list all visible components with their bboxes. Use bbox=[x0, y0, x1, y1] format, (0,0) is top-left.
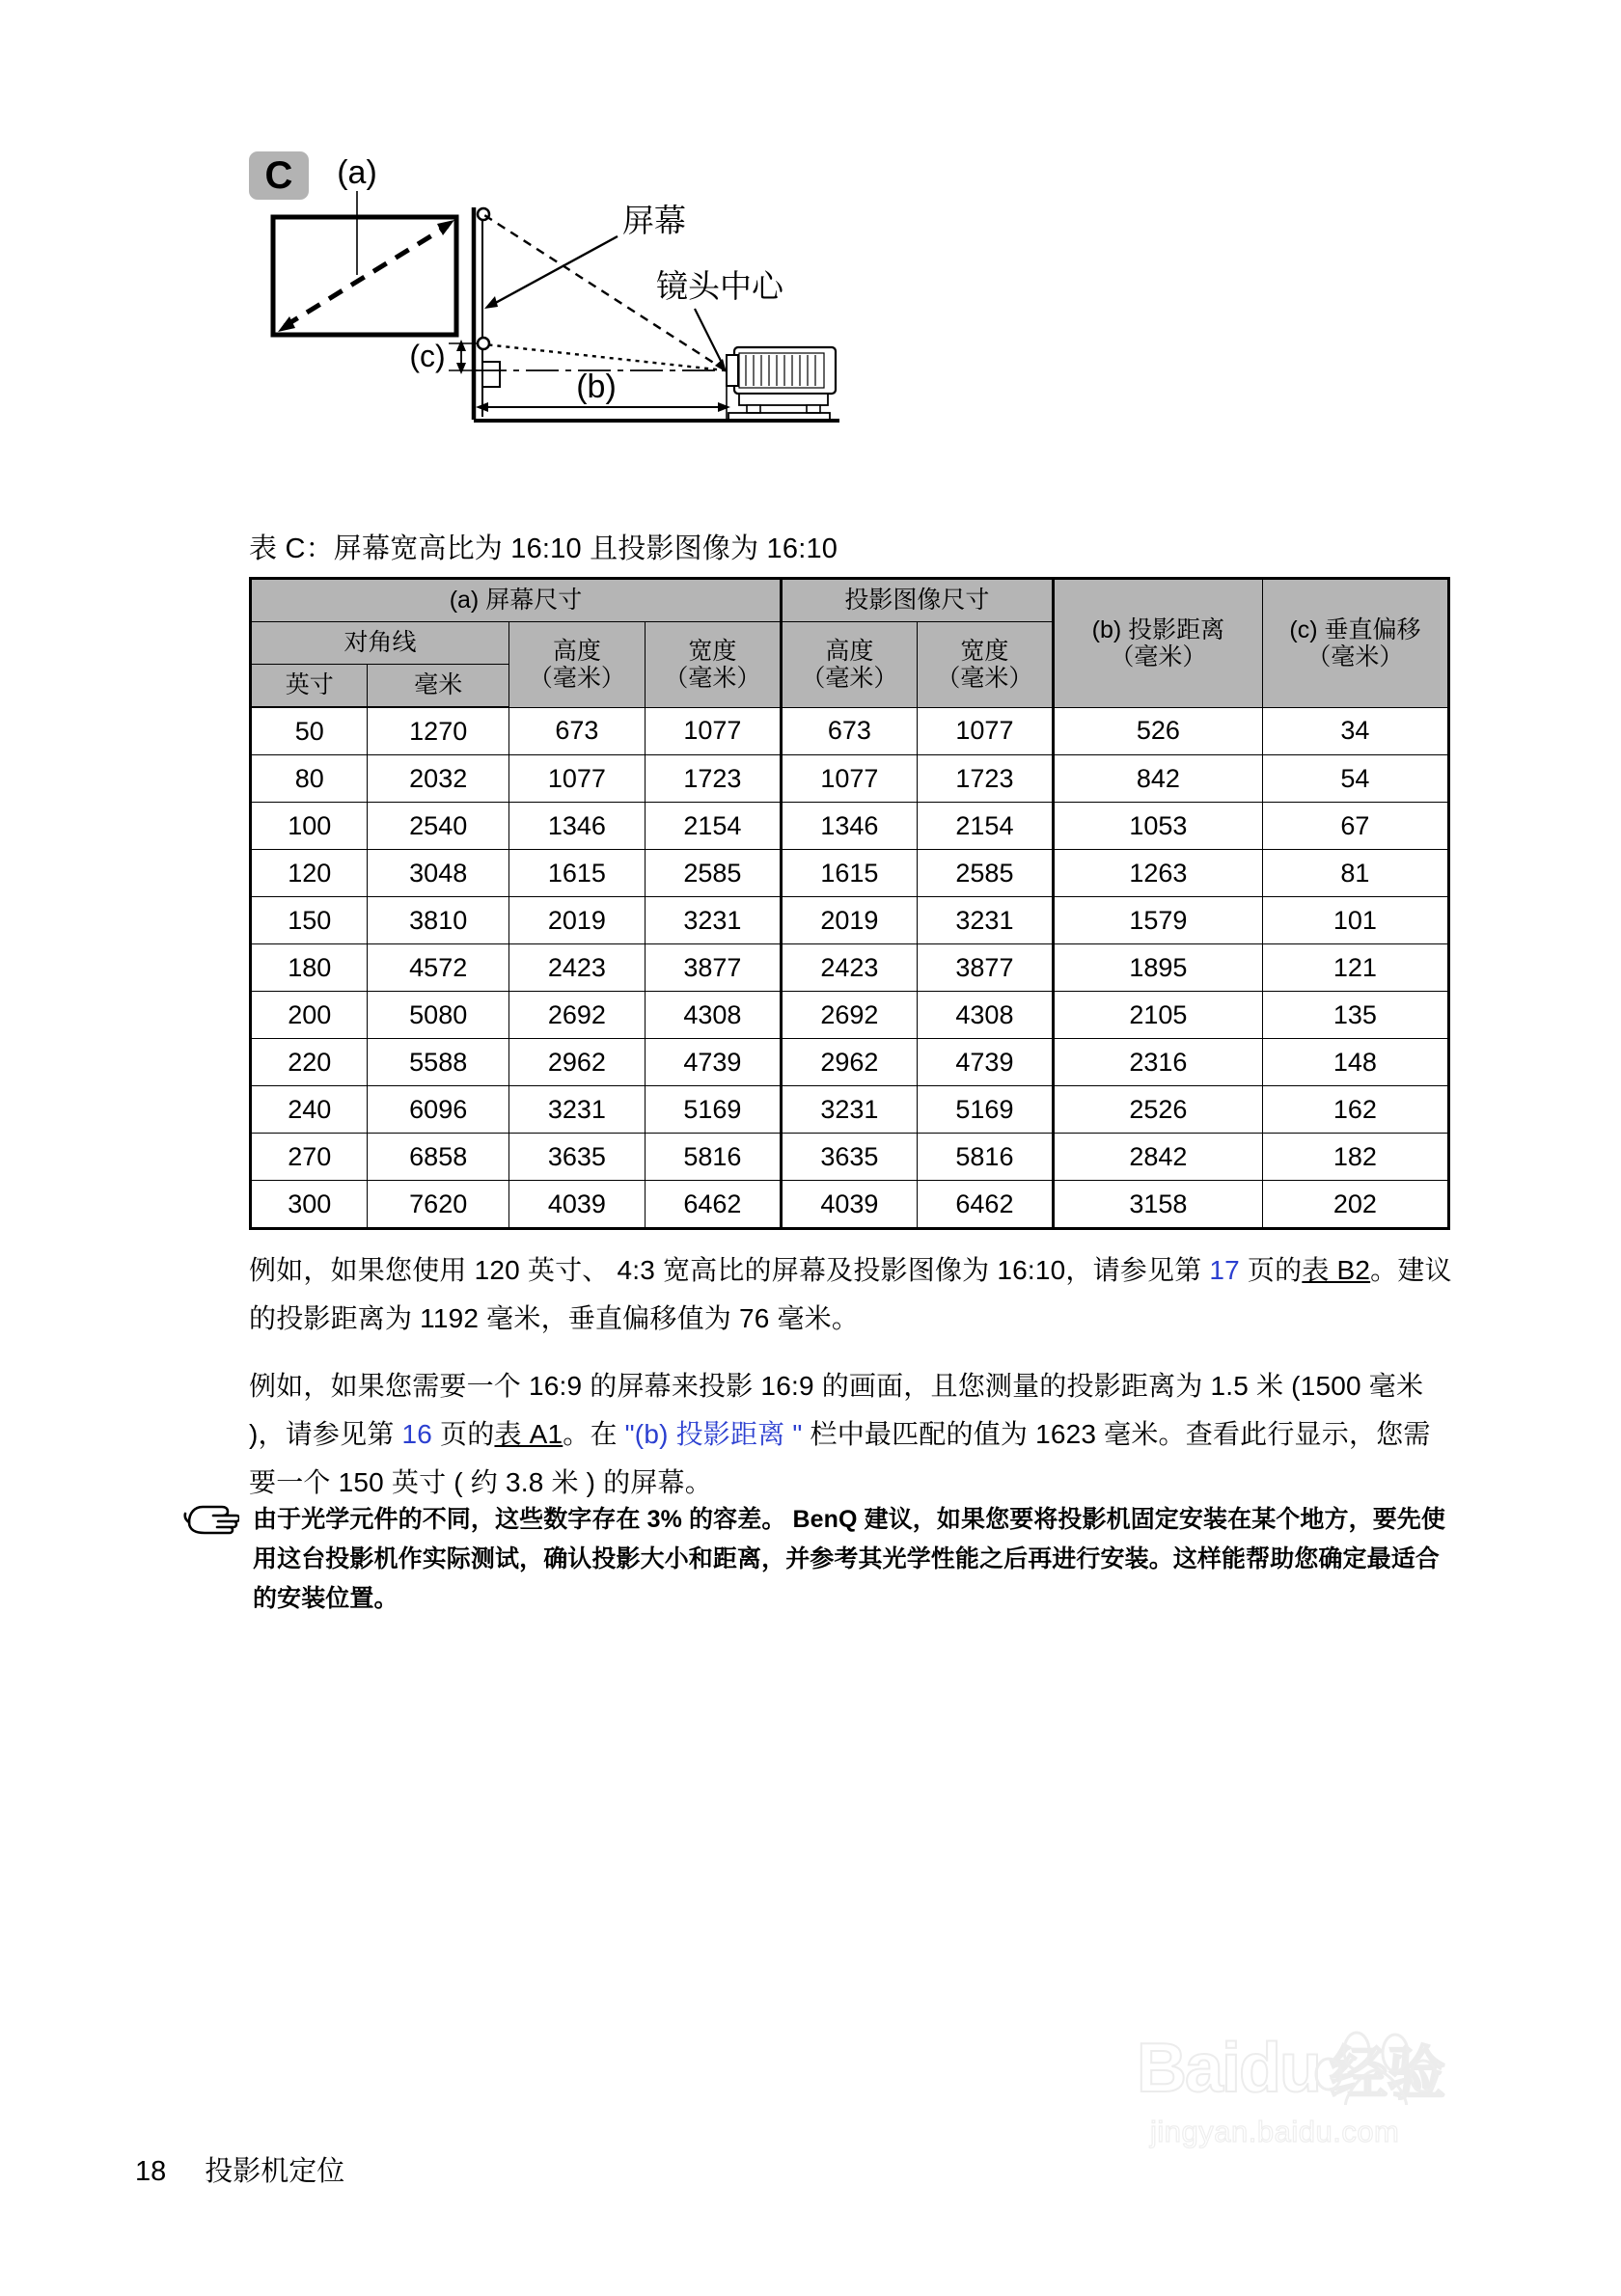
dimension-c bbox=[409, 339, 478, 374]
table-cell: 5169 bbox=[645, 1086, 781, 1134]
table-cell: 1077 bbox=[781, 755, 917, 803]
table-cell: 6096 bbox=[368, 1086, 508, 1134]
header-screen-size: (a) 屏幕尺寸 bbox=[251, 579, 782, 622]
figure-badge-c: C bbox=[249, 151, 309, 200]
para2-column-link[interactable]: "(b) 投影距离 " bbox=[624, 1419, 803, 1449]
table-row bbox=[251, 803, 1449, 850]
table-cell: 1053 bbox=[1053, 803, 1262, 850]
pointing-hand-icon bbox=[183, 1500, 239, 1619]
table-cell: 2842 bbox=[1053, 1134, 1262, 1181]
header-vertical-offset: (c) 垂直偏移 （毫米） bbox=[1262, 579, 1448, 708]
table-cell: 7620 bbox=[368, 1181, 508, 1229]
table-cell: 1077 bbox=[508, 755, 645, 803]
table-cell: 67 bbox=[1262, 803, 1448, 850]
table-row bbox=[251, 992, 1449, 1039]
para2-text-3: 。在 bbox=[563, 1419, 625, 1449]
table-cell: 100 bbox=[251, 803, 368, 850]
table-cell: 80 bbox=[251, 755, 368, 803]
table-cell: 3635 bbox=[781, 1134, 917, 1181]
header-image-width: 宽度 （毫米） bbox=[917, 622, 1053, 708]
para1-text-2: 页的 bbox=[1239, 1255, 1303, 1285]
table-cell: 1263 bbox=[1053, 850, 1262, 897]
label-a: (a) bbox=[337, 154, 377, 191]
table-cell: 5816 bbox=[645, 1134, 781, 1181]
table-cell: 3635 bbox=[508, 1134, 645, 1181]
example-paragraph-2 bbox=[249, 1362, 1455, 1507]
table-cell: 3158 bbox=[1053, 1181, 1262, 1229]
table-cell: 3231 bbox=[508, 1086, 645, 1134]
table-cell: 2585 bbox=[645, 850, 781, 897]
label-c: (c) bbox=[409, 339, 446, 373]
table-cell: 135 bbox=[1262, 992, 1448, 1039]
table-row bbox=[251, 1086, 1449, 1134]
table-cell: 3231 bbox=[781, 1086, 917, 1134]
table-cell: 101 bbox=[1262, 897, 1448, 944]
header-screen-width: 宽度 （毫米） bbox=[645, 622, 781, 708]
header-screen-height: 高度 （毫米） bbox=[508, 622, 645, 708]
table-cell: 34 bbox=[1262, 707, 1448, 755]
table-cell: 5816 bbox=[917, 1134, 1053, 1181]
table-cell: 1615 bbox=[508, 850, 645, 897]
table-cell: 5169 bbox=[917, 1086, 1053, 1134]
table-title: 表 C：屏幕宽高比为 16:10 且投影图像为 16:10 bbox=[249, 533, 838, 564]
table-cell: 3810 bbox=[368, 897, 508, 944]
table-cell: 150 bbox=[251, 897, 368, 944]
para2-text-1: 例如，如果您需要一个 16:9 的屏幕来投影 16:9 的画面，且您测量的投影距离为 1.5 米 (1500 毫米 )，请参见第 bbox=[249, 1371, 1424, 1449]
table-cell: 3231 bbox=[645, 897, 781, 944]
table-row bbox=[251, 897, 1449, 944]
projector-unit bbox=[727, 347, 836, 421]
table-cell: 1579 bbox=[1053, 897, 1262, 944]
table-cell: 54 bbox=[1262, 755, 1448, 803]
table-cell: 2019 bbox=[781, 897, 917, 944]
para2-text-4: 栏中最匹配的值为 1623 毫米。查看此行显示，您需要一个 150 英寸 ( 约 3.8 米 ) 的屏幕。 bbox=[249, 1419, 1431, 1497]
table-cell: 1723 bbox=[917, 755, 1053, 803]
para2-page-link[interactable]: 16 bbox=[401, 1419, 433, 1449]
table-body bbox=[251, 707, 1449, 1229]
baidu-paw-icon bbox=[1312, 2028, 1457, 2110]
table-cell: 2692 bbox=[508, 992, 645, 1039]
para1-text-1: 例如，如果您使用 120 英寸、 4:3 宽高比的屏幕及投影图像为 16:10，请参见第 bbox=[249, 1255, 1210, 1285]
table-cell: 2154 bbox=[645, 803, 781, 850]
table-cell: 1077 bbox=[645, 707, 781, 755]
table-cell: 2962 bbox=[781, 1039, 917, 1086]
table-row bbox=[251, 755, 1449, 803]
table-cell: 4039 bbox=[781, 1181, 917, 1229]
table-cell: 2316 bbox=[1053, 1039, 1262, 1086]
para2-table-link[interactable]: 表 A1 bbox=[494, 1419, 563, 1449]
table-row bbox=[251, 944, 1449, 992]
table-cell: 5588 bbox=[368, 1039, 508, 1086]
table-cell: 121 bbox=[1262, 944, 1448, 992]
table-cell: 4739 bbox=[917, 1039, 1053, 1086]
projection-spec-table bbox=[249, 577, 1450, 1230]
watermark-url: jingyan.baidu.com bbox=[1150, 2115, 1400, 2148]
table-cell: 673 bbox=[781, 707, 917, 755]
table-cell: 2423 bbox=[781, 944, 917, 992]
table-cell: 2019 bbox=[508, 897, 645, 944]
table-cell: 2585 bbox=[917, 850, 1053, 897]
table-cell: 2105 bbox=[1053, 992, 1262, 1039]
header-image-size: 投影图像尺寸 bbox=[781, 579, 1053, 622]
table-cell: 120 bbox=[251, 850, 368, 897]
table-cell: 2032 bbox=[368, 755, 508, 803]
table-row bbox=[251, 1134, 1449, 1181]
table-cell: 162 bbox=[1262, 1086, 1448, 1134]
table-cell: 2154 bbox=[917, 803, 1053, 850]
table-cell: 4308 bbox=[645, 992, 781, 1039]
table-cell: 3231 bbox=[917, 897, 1053, 944]
table-row bbox=[251, 1039, 1449, 1086]
table-row bbox=[251, 1181, 1449, 1229]
table-cell: 270 bbox=[251, 1134, 368, 1181]
para2-text-2: 页的 bbox=[432, 1419, 495, 1449]
svg-text:镜头中心: 镜头中心 bbox=[656, 268, 783, 304]
example-paragraph-1 bbox=[249, 1246, 1455, 1343]
table-cell: 3877 bbox=[917, 944, 1053, 992]
dimension-b bbox=[476, 369, 730, 421]
table-cell: 4039 bbox=[508, 1181, 645, 1229]
page-footer bbox=[135, 2149, 344, 2189]
header-projection-distance: (b) 投影距离 （毫米） bbox=[1053, 579, 1262, 708]
table-cell: 4739 bbox=[645, 1039, 781, 1086]
table-cell: 1895 bbox=[1053, 944, 1262, 992]
table-cell: 6858 bbox=[368, 1134, 508, 1181]
table-cell: 2962 bbox=[508, 1039, 645, 1086]
table-cell: 2540 bbox=[368, 803, 508, 850]
header-mm: 毫米 bbox=[368, 665, 508, 708]
table-cell: 673 bbox=[508, 707, 645, 755]
header-inch: 英寸 bbox=[251, 665, 368, 708]
footer-section-title: 投影机定位 bbox=[205, 2156, 345, 2187]
table-cell: 81 bbox=[1262, 850, 1448, 897]
table-cell: 180 bbox=[251, 944, 368, 992]
table-cell: 200 bbox=[251, 992, 368, 1039]
table-cell: 300 bbox=[251, 1181, 368, 1229]
header-diagonal: 对角线 bbox=[251, 622, 509, 665]
table-cell: 2526 bbox=[1053, 1086, 1262, 1134]
table-cell: 3877 bbox=[645, 944, 781, 992]
table-cell: 240 bbox=[251, 1086, 368, 1134]
table-cell: 182 bbox=[1262, 1134, 1448, 1181]
label-b: (b) bbox=[576, 369, 617, 405]
note-text: 由于光学元件的不同，这些数字存在 3% 的容差。 BenQ 建议，如果您要将投影机固定安装在某个地方，要先使用这台投影机作实际测试，确认投影大小和距离，并参考其光学性能之后再进行安装。这样能帮助您确定最适合的安装位置。 bbox=[253, 1506, 1445, 1612]
diagonal-arrow bbox=[278, 220, 454, 332]
svg-text:屏幕: 屏幕 bbox=[622, 203, 686, 238]
table-row bbox=[251, 707, 1449, 755]
baidu-watermark bbox=[1137, 2030, 1590, 2207]
table-cell: 5080 bbox=[368, 992, 508, 1039]
table-cell: 50 bbox=[251, 707, 368, 755]
table-cell: 842 bbox=[1053, 755, 1262, 803]
table-row bbox=[251, 850, 1449, 897]
watermark-brand: Baidu bbox=[1137, 2030, 1321, 2107]
para1-page-link[interactable]: 17 bbox=[1209, 1255, 1240, 1285]
table-cell: 6462 bbox=[917, 1181, 1053, 1229]
note-block bbox=[183, 1500, 1457, 1619]
table-cell: 6462 bbox=[645, 1181, 781, 1229]
table-cell: 148 bbox=[1262, 1039, 1448, 1086]
table-cell: 1346 bbox=[781, 803, 917, 850]
table-cell: 1077 bbox=[917, 707, 1053, 755]
table-cell: 220 bbox=[251, 1039, 368, 1086]
table-cell: 2423 bbox=[508, 944, 645, 992]
table-header-row-1 bbox=[251, 579, 1449, 622]
header-image-height: 高度 （毫米） bbox=[781, 622, 917, 708]
table-cell: 526 bbox=[1053, 707, 1262, 755]
para1-text-3: 。建议的投影距离为 1192 毫米，垂直偏移值为 76 毫米。 bbox=[249, 1255, 1452, 1333]
table-cell: 202 bbox=[1262, 1181, 1448, 1229]
table-cell: 1346 bbox=[508, 803, 645, 850]
screen-bottom-node bbox=[478, 338, 489, 349]
para1-table-link[interactable]: 表 B2 bbox=[1302, 1255, 1371, 1285]
table-cell: 1723 bbox=[645, 755, 781, 803]
footer-page-number: 18 bbox=[135, 2156, 167, 2187]
projection-diagram bbox=[241, 135, 1110, 502]
table-cell: 1270 bbox=[368, 707, 508, 755]
table-cell: 1615 bbox=[781, 850, 917, 897]
table-cell: 2692 bbox=[781, 992, 917, 1039]
watermark-brand-cn: 经验 bbox=[1330, 2041, 1446, 2106]
table-cell: 4308 bbox=[917, 992, 1053, 1039]
baseboard bbox=[482, 362, 500, 387]
table-cell: 3048 bbox=[368, 850, 508, 897]
table-cell: 4572 bbox=[368, 944, 508, 992]
